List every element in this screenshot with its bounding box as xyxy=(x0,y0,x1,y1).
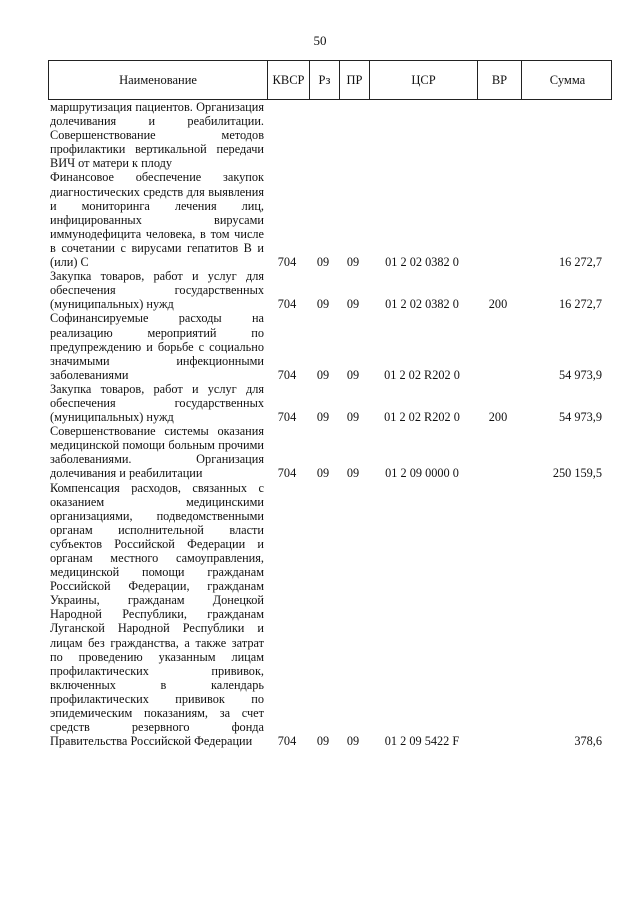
row-rz: 09 xyxy=(316,367,330,382)
table-header xyxy=(48,60,612,100)
row-name: Совершенствование системы оказания медицинской помощи больным прочими заболеваниями. Организация долечивания и реабилитации xyxy=(50,424,264,481)
row-rz: 09 xyxy=(316,410,330,425)
row-csr: 01 2 02 R202 0 xyxy=(384,410,460,425)
row-sum: 16 272,7 xyxy=(558,255,602,270)
row-csr: 01 2 02 0382 0 xyxy=(385,297,459,312)
row-rz: 09 xyxy=(316,297,330,312)
row-pr: 09 xyxy=(346,734,360,749)
header-vr: ВР xyxy=(477,61,521,99)
row-name: Финансовое обеспечение закупок диагностических средств для выявления и мониторинга лечения лиц, инфицированных вирусами иммунодефицита человека, в том числе в сочетании с вирусами гепатитов В и (или) С xyxy=(50,170,264,270)
row-csr: 01 2 09 5422 F xyxy=(384,734,460,749)
row-kvsr: 704 xyxy=(277,734,297,749)
row-name: Закупка товаров, работ и услуг для обеспечения государственных (муниципальных) нужд xyxy=(50,269,264,312)
row-kvsr: 704 xyxy=(277,255,297,270)
row-sum: 54 973,9 xyxy=(558,410,602,425)
row-csr: 01 2 09 0000 0 xyxy=(385,466,459,481)
table-row xyxy=(48,424,612,480)
budget-table xyxy=(48,60,612,748)
row-pr: 09 xyxy=(346,466,360,481)
row-sum: 54 973,9 xyxy=(558,367,602,382)
row-pr: 09 xyxy=(346,297,360,312)
row-csr: 01 2 02 0382 0 xyxy=(385,255,459,270)
row-rz: 09 xyxy=(316,734,330,749)
header-kvsr: КВСР xyxy=(267,61,309,99)
row-sum: 250 159,5 xyxy=(552,466,602,481)
header-name: Наименование xyxy=(119,72,197,87)
page-number: 50 xyxy=(313,33,327,48)
row-kvsr: 704 xyxy=(277,297,297,312)
row-sum: 378,6 xyxy=(574,734,602,749)
header-pr: ПР xyxy=(339,61,369,99)
row-name: Закупка товаров, работ и услуг для обеспечения государственных (муниципальных) нужд xyxy=(50,381,264,425)
table-row xyxy=(48,269,612,311)
row-rz: 09 xyxy=(316,466,330,481)
row-pr: 09 xyxy=(346,367,360,382)
table-row xyxy=(48,311,612,381)
row-vr: 200 xyxy=(488,410,508,425)
row-kvsr: 704 xyxy=(277,367,297,382)
row-kvsr: 704 xyxy=(277,466,297,481)
table-row xyxy=(48,382,612,424)
header-rz: Рз xyxy=(309,61,339,99)
row-pr: 09 xyxy=(346,255,360,270)
row-pr: 09 xyxy=(346,410,360,425)
header-sum: Сумма xyxy=(521,61,613,99)
row-name: Софинансируемые расходы на реализацию мероприятий по предупреждению и борьбе с социально значимыми инфекционными заболеваниями xyxy=(50,311,264,382)
table-row xyxy=(48,481,612,749)
row-rz: 09 xyxy=(316,255,330,270)
row-sum: 16 272,7 xyxy=(558,297,602,312)
table-row xyxy=(48,170,612,269)
row-kvsr: 704 xyxy=(277,410,297,425)
table-row xyxy=(48,100,612,170)
row-name: маршрутизация пациентов. Организация долечивания и реабилитации. Совершенствование методов профилактики вертикальной передачи ВИЧ от матери к плоду xyxy=(50,100,264,171)
row-csr: 01 2 02 R202 0 xyxy=(384,367,460,382)
header-csr: ЦСР xyxy=(369,61,477,99)
row-name: Компенсация расходов, связанных с оказанием медицинскими организациями, подведомственными органам исполнительной власти субъектов Российской Федерации и органам местного самоуправления, медицинской помощи гражданам Российской Федерации, гражданам Украины, гражданам Донецкой Народной Республики, гражданам Луганской Народной Республики и лицам без гражданства, а также затрат по проведению указанным лицам профилактических прививок, включенных в календарь профилактических прививок по эпидемическим показаниям, за счет средств резервного фонда Правительства Российской Федерации xyxy=(50,480,264,749)
row-vr: 200 xyxy=(488,297,508,312)
